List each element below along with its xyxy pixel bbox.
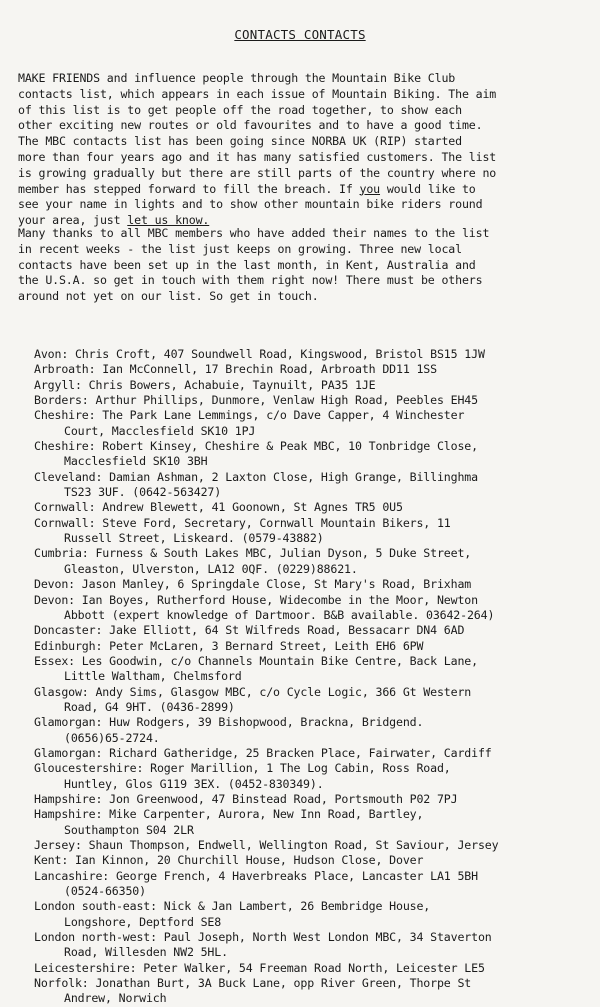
contact-line: Edinburgh: Peter McLaren, 3 Bernard Street, Leith EH6 6PW (34, 638, 424, 653)
underlined-you: you (359, 181, 381, 196)
intro-line: MAKE FRIENDS and influence people through the Mountain Bike Club (18, 71, 456, 85)
contact-entry (34, 362, 589, 377)
intro-line-end: would like to (380, 181, 476, 196)
contact-line: Hampshire: Mike Carpenter, Aurora, New Inn Road, Bartley, (34, 807, 424, 822)
contact-line: Lancashire: George French, 4 Haverbreaks Place, Lancaster LA1 5BH (34, 868, 478, 883)
contact-line: Cleveland: Damian Ashman, 2 Laxton Close, High Grange, Billinghma (34, 469, 478, 484)
contact-line: Norfolk: Jonathan Burt, 3A Buck Lane, opp River Green, Thorpe St (34, 976, 472, 991)
contact-line-continued: Little Waltham, Chelmsford (64, 669, 242, 684)
contact-entry (34, 623, 589, 638)
contact-entry (34, 807, 589, 838)
contact-line-continued: Road, G4 9HT. (0436-2899) (64, 699, 235, 714)
contact-entry (34, 715, 589, 746)
contact-line: Arbroath: Ian McConnell, 17 Brechin Road, Arbroath DD11 1SS (34, 362, 437, 377)
contact-line: Cheshire: Robert Kinsey, Cheshire & Peak MBC, 10 Tonbridge Close, (34, 439, 478, 454)
contact-line: Kent: Ian Kinnon, 20 Churchill House, Hudson Close, Dover (34, 853, 424, 868)
contact-entry (34, 577, 589, 592)
contact-line-continued: Road, Willesden NW2 5HL. (64, 945, 228, 960)
contact-line-continued: TS23 3UF. (0642-563427) (64, 485, 222, 500)
contact-line: Cornwall: Steve Ford, Secretary, Cornwall Mountain Bikers, 11 (34, 515, 451, 530)
intro-paragraph (18, 71, 586, 229)
contact-line-continued: Huntley, Glos G119 3EX. (0452-830349). (64, 776, 324, 791)
contact-line: Hampshire: Jon Greenwood, 47 Binstead Road, Portsmouth P02 7PJ (34, 791, 458, 806)
contact-entry (34, 500, 589, 515)
contact-entry (34, 899, 589, 930)
contact-line: Devon: Jason Manley, 6 Springdale Close, St Mary's Road, Brixham (34, 577, 472, 592)
contact-entry (34, 838, 589, 853)
contact-line: Borders: Arthur Phillips, Dunmore, Venlaw High Road, Peebles EH45 (34, 393, 478, 408)
contact-entry (34, 639, 589, 654)
thanks-line: in recent weeks - the list just keeps on growing. Three new local (18, 241, 462, 256)
contact-entry (34, 593, 589, 624)
contact-line: Gloucestershire: Roger Marillion, 1 The Log Cabin, Ross Road, (34, 761, 451, 776)
contact-line: Argyll: Chris Bowers, Achabuie, Taynuilt, PA35 1JE (34, 377, 376, 392)
thanks-line: around not yet on our list. So get in touch. (18, 289, 319, 304)
contact-line: Glamorgan: Huw Rodgers, 39 Bishopwood, Brackna, Bridgend. (34, 715, 424, 730)
contact-line-continued: Longshore, Deptford SE8 (64, 914, 222, 929)
contact-entry (34, 746, 589, 761)
contact-entry (34, 546, 589, 577)
contact-line: Cheshire: The Park Lane Lemmings, c/o Dave Capper, 4 Winchester (34, 408, 465, 423)
contact-entry (34, 439, 589, 470)
contact-line-continued: Abbott (expert knowledge of Dartmoor. B&B available. 03642-264) (64, 607, 495, 622)
intro-line: more than four years ago and it has many satisfied customers. The list (18, 149, 497, 164)
contact-entry (34, 347, 589, 362)
contact-entry (34, 378, 589, 393)
contact-entry (34, 393, 589, 408)
contact-line-continued: (0524-66350) (64, 884, 146, 899)
contact-entry (34, 685, 589, 716)
contact-line-continued: Macclesfield SK10 3BH (64, 454, 208, 469)
page-title: CONTACTS CONTACTS (234, 27, 366, 42)
intro-line: is growing gradually but there are still parts of the country where no (18, 165, 497, 180)
intro-line: of this list is to get people off the road together, to show each (18, 102, 462, 117)
contact-entry (34, 976, 589, 1007)
contact-line-continued: Gleaston, Ulverston, LA12 0QF. (0229)88621. (64, 561, 358, 576)
contact-entry (34, 654, 589, 685)
contact-entry (34, 792, 589, 807)
contact-line: London south-east: Nick & Jan Lambert, 26 Bembridge House, (34, 899, 431, 914)
contact-line: Devon: Ian Boyes, Rutherford House, Widecombe in the Moor, Newton (34, 592, 478, 607)
thanks-line: the U.S.A. so get in touch with them right now! There must be others (18, 273, 483, 288)
thanks-line: Many thanks to all MBC members who have added their names to the list (18, 226, 490, 240)
contact-line: Doncaster: Jake Elliott, 64 St Wilfreds Road, Bessacarr DN4 6AD (34, 623, 465, 638)
contact-line-continued: Andrew, Norwich (64, 991, 167, 1006)
contacts-list (34, 347, 589, 1007)
intro-line: your area, just (18, 213, 128, 228)
intro-line: other exciting new routes or old favourites and to have a good time. (18, 118, 483, 133)
contact-entry (34, 408, 589, 439)
contact-line-continued: Russell Street, Liskeard. (0579-43882) (64, 531, 324, 546)
contact-line: Cumbria: Furness & South Lakes MBC, Julian Dyson, 5 Duke Street, (34, 546, 472, 561)
thanks-paragraph (18, 226, 586, 305)
contact-line-continued: Southampton S04 2LR (64, 822, 194, 837)
contact-line: Glasgow: Andy Sims, Glasgow MBC, c/o Cycle Logic, 366 Gt Western (34, 684, 472, 699)
contact-entry (34, 930, 589, 961)
contact-entry (34, 961, 589, 976)
contact-line: London north-west: Paul Joseph, North West London MBC, 34 Staverton (34, 930, 492, 945)
contact-line: Jersey: Shaun Thompson, Endwell, Wellington Road, St Saviour, Jersey (34, 838, 499, 852)
contact-entry (34, 869, 589, 900)
contact-line: Cornwall: Andrew Blewett, 41 Goonown, St Agnes TR5 0U5 (34, 500, 403, 515)
contact-line: Essex: Les Goodwin, c/o Channels Mountain Bike Centre, Back Lane, (34, 653, 478, 668)
contact-line: Glamorgan: Richard Gatheridge, 25 Bracken Place, Fairwater, Cardiff (34, 745, 492, 760)
intro-line: see your name in lights and to show other mountain bike riders round (18, 197, 483, 212)
contact-line: Avon: Chris Croft, 407 Soundwell Road, Kingswood, Bristol BS15 1JW (34, 347, 485, 361)
let-us-know: let us know. (127, 213, 210, 228)
thanks-line: contacts have been set up in the last month, in Kent, Australia and (18, 257, 476, 272)
contact-line-continued: (0656)65-2724. (64, 730, 160, 745)
contact-entry (34, 516, 589, 547)
contact-entry (34, 761, 589, 792)
contact-line: Leicestershire: Peter Walker, 54 Freeman Road North, Leicester LE5 (34, 960, 485, 975)
intro-line: contacts list, which appears in each issue of Mountain Biking. The aim (18, 86, 497, 101)
contact-line-continued: Court, Macclesfield SK10 1PJ (64, 423, 256, 438)
contact-entry (34, 470, 589, 501)
intro-line: The MBC contacts list has been going since NORBA UK (RIP) started (18, 134, 462, 149)
contact-entry (34, 853, 589, 868)
intro-line: member has stepped forward to fill the breach. If (18, 181, 360, 196)
